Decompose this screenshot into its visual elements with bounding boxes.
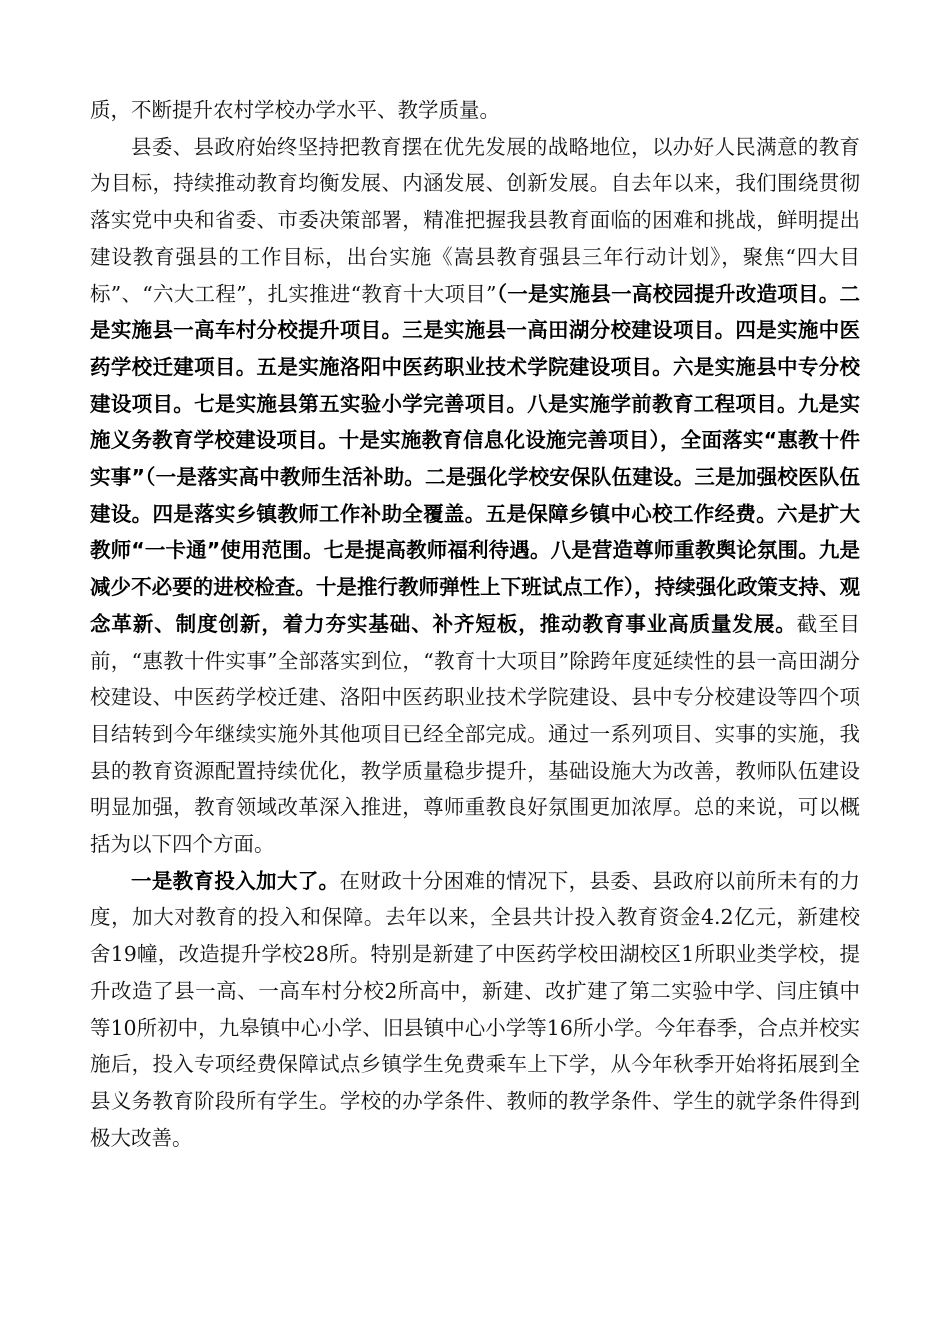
paragraph-text: 质，不断提升农村学校办学水平、教学质量。 bbox=[90, 98, 500, 122]
document-page bbox=[90, 92, 860, 1156]
bold-projects-list: （一是实施县一高校园提升改造项目。二是实施县一高车村分校提升项目。三是实施县一高田湖分校建设项目。四是实施中医药学校迁建项目。五是实施洛阳中医药职业技术学院建设项目。六是实施县中专分校建设项目。七是实施县第五实验小学完善项目。八是实施学前教育工程项目。九是实施义务教育学校建设项目。十是实施教育信息化设施完善项目），全面落实“惠教十件实事”（一是落实高中教师生活补助。二是强化学校安保队伍建设。三是加强校医队伍建设。四是落实乡镇教师工作补助全覆盖。五是保障乡镇中心校工作经费。六是扩大教师“一卡通”使用范围。七是提高教师福利待遇。八是营造尊师重教舆论氛围。九是减少不必要的进校检查。十是推行教师弹性上下班试点工作），持续强化政策支持、观念革新、制度创新，着力夯实基础、补齐短板，推动教育事业高质量发展。 bbox=[90, 281, 861, 636]
bold-heading-investment: 一是教育投入加大了。 bbox=[131, 868, 340, 893]
paragraph-text: 县委、县政府始终坚持把教育摆在优先发展的战略地位，以办好人民满意的教育为目标，持续推动教育均衡发展、内涵发展、创新发展。自去年以来，我们围绕贯彻落实党中央和省委、市委决策部署，精准把握我县教育面临的困难和挑战，鲜明提出建设教育强县的工作目标，出台实施《嵩县教育强县三年行动计划》，聚焦“四大目标”、“六大工程”，扎实推进“教育十大项目” bbox=[90, 134, 860, 306]
paragraph-overview bbox=[90, 129, 860, 863]
paragraph-text: 截至目前，“惠教十件实事”全部落实到位，“教育十大项目”除跨年度延续性的县一高田湖分校建设、中医药学校迁建、洛阳中医药职业技术学院建设、县中专分校建设等四个项目结转到今年继续实施外其他项目已经全部完成。通过一系列项目、实事的实施，我县的教育资源配置持续优化，教学质量稳步提升，基础设施大为改善，教师队伍建设明显加强，教育领域改革深入推进，尊师重教良好氛围更加浓厚。总的来说，可以概括为以下四个方面。 bbox=[90, 611, 861, 857]
paragraph-text: 在财政十分困难的情况下，县委、县政府以前所未有的力度，加大对教育的投入和保障。去年以来，全县共计投入教育资金4.2亿元，新建校舍19幢，改造提升学校28所。特别是新建了中医药学校田湖校区1所职业类学校，提升改造了县一高、一高车村分校2所高中，新建、改扩建了第二实验中学、闫庄镇中等10所初中，九皋镇中心小学、旧县镇中心小学等16所小学。今年春季，合点并校实施后，投入专项经费保障试点乡镇学生免费乘车上下学，从今年秋季开始将拓展到全县义务教育阶段所有学生。学校的办学条件、教师的教学条件、学生的就学条件得到极大改善。 bbox=[90, 868, 861, 1150]
paragraph-investment bbox=[90, 863, 860, 1157]
paragraph-continuation bbox=[90, 92, 860, 129]
